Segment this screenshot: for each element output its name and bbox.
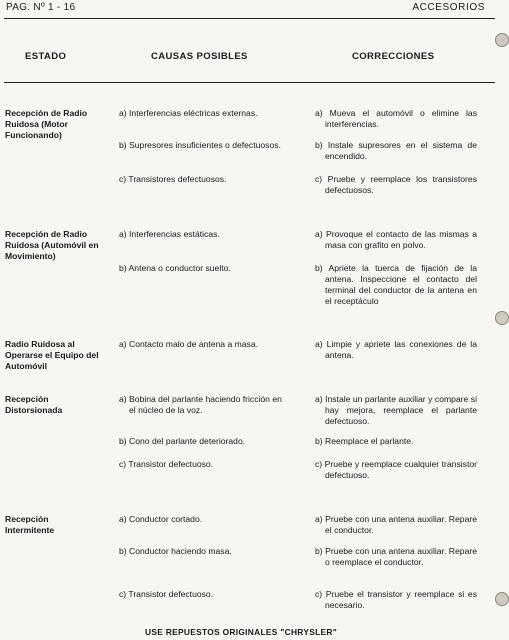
estado-radio-ruidosa-motor: Recepción de Radio Ruidosa (Motor Funcionando) (5, 108, 88, 140)
correccion-item: a) Mueva el automóvil o elimine las interferencias. (315, 108, 477, 129)
causa-item: a) Interferencias eléctricas externas. (119, 108, 258, 118)
causa-item: a) Contacto malo de antena a masa. (119, 339, 259, 349)
footer-note: USE REPUESTOS ORIGINALES "CHRYSLER" (145, 627, 338, 637)
page-number: PAG. Nº 1 - 16 (6, 2, 76, 13)
correccion-item: c) Pruebe y reemplace los transistores defectuosos. (315, 174, 477, 195)
causa-item: c) Transistor defectuoso. (119, 459, 214, 469)
causa-item: c) Transistores defectuosos. (119, 174, 227, 184)
correccion-item: b) Pruebe con una antena auxiliar. Repare o reemplace el conductor. (315, 546, 477, 567)
column-header-estado: ESTADO (25, 51, 67, 62)
correccion-item: a) Instale un parlante auxiliar y compare si hay mejora, reemplace el parlante defectuoso. (315, 394, 477, 426)
correccion-item: a) Pruebe con una antena auxiliar. Repare el conductor. (315, 514, 477, 535)
correccion-item: b) Apriete la tuerca de fijación de la antena. Inspeccione el contacto del terminal del conductor de la antena en el receptáculo (315, 263, 477, 306)
estado-recepcion-distorsionada: Recepción Distorsionada (5, 394, 63, 415)
correccion-item: a) Limpie y apriete las conexiones de la antena. (315, 339, 477, 360)
causa-item: a) Conductor cortado. (119, 514, 203, 524)
correccion-item: a) Provoque el contacto de las mismas a masa con grafito en polvo. (315, 229, 477, 250)
section-title: ACCESORIOS (412, 2, 485, 13)
top-rule (4, 18, 495, 19)
correccion-item: c) Pruebe y reemplace cualquier transistor defectuoso. (315, 459, 477, 480)
estado-recepcion-intermitente: Recepción Intermitente (5, 514, 55, 535)
causa-item: b) Cono del parlante deteriorado. (119, 436, 246, 446)
causa-item: b) Antena o conductor suelto. (119, 263, 231, 273)
header-rule (4, 82, 495, 83)
correccion-item: b) Reemplace el parlante. (315, 436, 414, 446)
estado-radio-ruidosa-equipo: Radio Ruidosa al Operarse el Equipo del Automóvil (5, 339, 99, 371)
estado-radio-ruidosa-movimiento: Recepción de Radio Ruidosa (Automóvil en Movimiento) (5, 229, 99, 261)
binder-hole-icon (495, 592, 509, 606)
causa-item: b) Conductor haciendo masa. (119, 546, 232, 556)
column-header-causas: CAUSAS POSIBLES (151, 51, 248, 62)
correccion-item: c) Pruebe el transistor y reemplace si es necesario. (315, 589, 477, 610)
causa-item: a) Interferencias estáticas. (119, 229, 220, 239)
column-header-correcciones: CORRECCIONES (352, 51, 435, 62)
causa-item: b) Supresores insuficientes o defectuosos. (119, 140, 281, 150)
binder-hole-icon (495, 311, 509, 325)
causa-item: a) Bobina del parlante haciendo fricción en el núcleo de la voz. (119, 394, 282, 415)
binder-hole-icon (495, 33, 509, 47)
causa-item: c) Transistor defectuoso. (119, 589, 214, 599)
correccion-item: b) Instale supresores en el sistema de encendido. (315, 140, 477, 161)
